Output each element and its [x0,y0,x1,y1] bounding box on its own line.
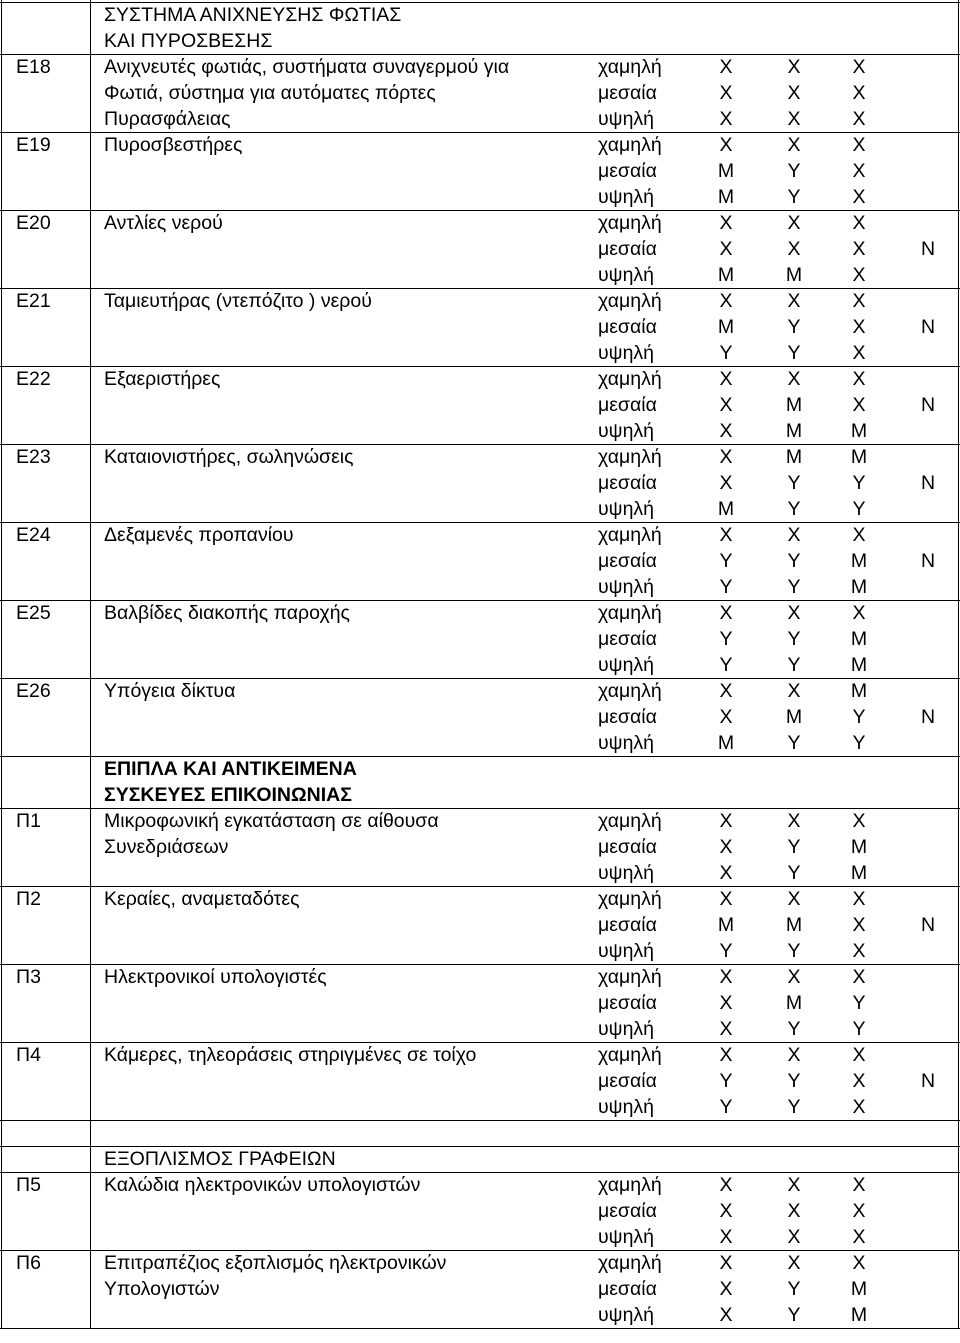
rating-cell-1: M [717,498,735,520]
section-heading: ΣΥΣΚΕΥΕΣ ΕΠΙΚΟΙΝΩΝΙΑΣ [104,784,352,806]
rating-cell-2: Y [787,940,801,962]
rating-cell-2: Y [787,836,801,858]
rating-cell-3: M [850,576,868,598]
rating-cell-3: X [852,108,866,130]
rating-cell-2: X [787,134,801,156]
rating-cell-1: X [719,446,733,468]
rating-cell-3: X [852,1070,866,1092]
level-label: υψηλή [598,1018,655,1040]
rating-cell-3: M [850,862,868,884]
rating-cell-3: M [850,628,868,650]
rating-cell-1: X [719,238,733,260]
item-description: Εξαεριστήρες [104,368,221,390]
rating-cell-3: X [852,1226,866,1248]
rating-cell-2: X [787,1226,801,1248]
level-label: χαμηλή [598,1174,662,1196]
rating-cell-2: Y [787,732,801,754]
item-code: Ε20 [16,212,51,234]
level-label: χαμηλή [598,810,662,832]
item-description: Δεξαμενές προπανίου [104,524,294,546]
level-label: υψηλή [598,1304,655,1326]
rating-flag: N [920,1070,936,1092]
rating-cell-2: M [785,992,803,1014]
level-label: υψηλή [598,342,655,364]
item-description: Ανιχνευτές φωτιάς, συστήματα συναγερμού για [104,56,510,78]
rating-cell-1: X [719,1252,733,1274]
rating-cell-2: X [787,1252,801,1274]
rating-cell-1: X [719,290,733,312]
rating-cell-1: M [717,160,735,182]
item-code: Ε25 [16,602,51,624]
rating-cell-3: M [850,680,868,702]
rating-cell-3: X [852,160,866,182]
section-heading: ΚΑΙ ΠΥΡΟΣΒΕΣΗΣ [104,30,273,52]
rating-cell-3: Y [852,992,866,1014]
rating-cell-3: M [850,654,868,676]
row-divider [0,1328,960,1329]
rating-cell-2: Y [787,160,801,182]
item-description: Μικροφωνική εγκατάσταση σε αίθουσα [104,810,439,832]
rating-flag: N [920,238,936,260]
item-code: Ε22 [16,368,51,390]
column-divider [90,0,91,1329]
rating-cell-2: X [787,524,801,546]
item-code: Π1 [16,810,41,832]
level-label: μεσαία [598,160,657,182]
rating-cell-1: Y [719,576,733,598]
rating-cell-2: X [787,1200,801,1222]
rating-cell-2: Y [787,498,801,520]
rating-cell-2: Y [787,316,801,338]
rating-flag: N [920,706,936,728]
rating-cell-1: X [719,524,733,546]
rating-cell-1: X [719,1044,733,1066]
rating-flag: N [920,550,936,572]
level-label: χαμηλή [598,368,662,390]
rating-cell-3: X [852,1044,866,1066]
rating-cell-1: M [717,186,735,208]
item-description: Κεραίες, αναμεταδότες [104,888,300,910]
section-heading: ΣΥΣΤΗΜΑ ΑΝΙΧΝΕΥΣΗΣ ΦΩΤΙΑΣ [104,4,402,26]
rating-cell-3: X [852,1096,866,1118]
rating-cell-1: X [719,1200,733,1222]
rating-cell-2: Y [787,1096,801,1118]
rating-cell-2: Y [787,1070,801,1092]
level-label: χαμηλή [598,888,662,910]
rating-cell-1: X [719,108,733,130]
rating-cell-1: X [719,836,733,858]
level-label: μεσαία [598,1200,657,1222]
rating-cell-3: M [850,420,868,442]
rating-cell-2: Y [787,1304,801,1326]
rating-cell-3: X [852,940,866,962]
level-label: μεσαία [598,1278,657,1300]
rating-cell-3: Y [852,472,866,494]
rating-cell-1: Y [719,654,733,676]
rating-cell-1: M [717,264,735,286]
rating-cell-1: X [719,992,733,1014]
section-heading: ΕΠΙΠΛΑ ΚΑΙ ΑΝΤΙΚΕΙΜΕΝΑ [104,758,357,780]
rating-cell-1: X [719,1278,733,1300]
rating-cell-1: X [719,420,733,442]
row-divider [0,1120,960,1121]
level-label: μεσαία [598,550,657,572]
level-label: χαμηλή [598,212,662,234]
rating-cell-2: X [787,1174,801,1196]
item-code: Ε23 [16,446,51,468]
rating-cell-3: X [852,524,866,546]
rating-cell-3: X [852,1200,866,1222]
column-divider [958,0,959,1329]
rating-cell-2: X [787,108,801,130]
rating-cell-3: X [852,212,866,234]
rating-cell-1: X [719,602,733,624]
rating-cell-1: X [719,706,733,728]
level-label: χαμηλή [598,602,662,624]
rating-flag: N [920,394,936,416]
rating-cell-3: X [852,368,866,390]
level-label: υψηλή [598,264,655,286]
level-label: υψηλή [598,654,655,676]
level-label: μεσαία [598,472,657,494]
rating-cell-2: X [787,290,801,312]
level-label: χαμηλή [598,680,662,702]
rating-cell-3: X [852,238,866,260]
level-label: χαμηλή [598,290,662,312]
item-code: Π6 [16,1252,41,1274]
rating-cell-3: Y [852,1018,866,1040]
item-code: Ε24 [16,524,51,546]
item-code: Π2 [16,888,41,910]
item-description: Υπολογιστών [104,1278,220,1300]
rating-cell-2: M [785,264,803,286]
level-label: χαμηλή [598,966,662,988]
rating-cell-2: X [787,810,801,832]
rating-cell-1: X [719,680,733,702]
item-code: Ε18 [16,56,51,78]
rating-cell-3: X [852,1174,866,1196]
rating-cell-2: M [785,394,803,416]
level-label: υψηλή [598,186,655,208]
rating-cell-3: X [852,888,866,910]
item-code: Π5 [16,1174,41,1196]
rating-cell-3: M [850,446,868,468]
item-description: Βαλβίδες διακοπής παροχής [104,602,350,624]
rating-cell-2: Y [787,862,801,884]
rating-cell-2: Y [787,550,801,572]
level-label: μεσαία [598,394,657,416]
rating-cell-3: X [852,914,866,936]
rating-cell-3: X [852,394,866,416]
rating-cell-2: Y [787,628,801,650]
rating-cell-2: X [787,212,801,234]
rating-cell-1: X [719,472,733,494]
item-description: Κάμερες, τηλεοράσεις στηριγμένες σε τοίχο [104,1044,477,1066]
item-description: Επιτραπέζιος εξοπλισμός ηλεκτρονικών [104,1252,447,1274]
level-label: υψηλή [598,576,655,598]
level-label: υψηλή [598,498,655,520]
rating-cell-3: X [852,1252,866,1274]
rating-cell-2: M [785,446,803,468]
rating-cell-3: M [850,1278,868,1300]
level-label: χαμηλή [598,1044,662,1066]
level-label: υψηλή [598,1226,655,1248]
rating-cell-2: Y [787,1018,801,1040]
rating-cell-1: Y [719,628,733,650]
rating-cell-1: X [719,134,733,156]
item-description: Ηλεκτρονικοί υπολογιστές [104,966,327,988]
rating-cell-3: X [852,290,866,312]
rating-cell-1: X [719,1226,733,1248]
level-label: υψηλή [598,732,655,754]
rating-cell-2: X [787,82,801,104]
rating-cell-1: X [719,212,733,234]
item-description: Καταιονιστήρες, σωληνώσεις [104,446,354,468]
rating-cell-3: X [852,56,866,78]
level-label: υψηλή [598,1096,655,1118]
item-code: Ε21 [16,290,51,312]
level-label: μεσαία [598,706,657,728]
item-description: Υπόγεια δίκτυα [104,680,236,702]
rating-cell-2: M [785,706,803,728]
rating-cell-3: X [852,810,866,832]
level-label: μεσαία [598,82,657,104]
item-description: Ταμιευτήρας (ντεπόζιτο ) νερού [104,290,372,312]
level-label: χαμηλή [598,446,662,468]
level-label: χαμηλή [598,524,662,546]
rating-cell-1: X [719,1304,733,1326]
level-label: μεσαία [598,992,657,1014]
level-label: χαμηλή [598,134,662,156]
level-label: υψηλή [598,108,655,130]
rating-cell-2: Y [787,342,801,364]
item-description: Πυρασφάλειας [104,108,231,130]
rating-cell-1: Y [719,1096,733,1118]
rating-cell-3: X [852,264,866,286]
rating-cell-2: X [787,1044,801,1066]
rating-cell-3: Y [852,498,866,520]
rating-cell-1: M [717,914,735,936]
rating-cell-1: X [719,966,733,988]
rating-cell-2: M [785,420,803,442]
rating-cell-1: X [719,1018,733,1040]
rating-cell-3: M [850,836,868,858]
rating-cell-3: X [852,134,866,156]
rating-cell-1: M [717,732,735,754]
item-code: Π4 [16,1044,41,1066]
section-heading: ΕΞΟΠΛΙΣΜΟΣ ΓΡΑΦΕΙΩΝ [104,1148,336,1170]
rating-cell-3: X [852,186,866,208]
rating-cell-2: X [787,238,801,260]
level-label: υψηλή [598,420,655,442]
rating-cell-2: Y [787,654,801,676]
item-description: Καλώδια ηλεκτρονικών υπολογιστών [104,1174,421,1196]
item-description: Συνεδριάσεων [104,836,229,858]
rating-cell-1: Y [719,550,733,572]
item-description: Πυροσβεστήρες [104,134,243,156]
item-code: Ε26 [16,680,51,702]
level-label: μεσαία [598,836,657,858]
rating-cell-3: X [852,82,866,104]
rating-cell-3: Y [852,706,866,728]
rating-cell-2: X [787,680,801,702]
rating-cell-2: Y [787,186,801,208]
item-code: Π3 [16,966,41,988]
rating-cell-2: X [787,56,801,78]
rating-flag: N [920,316,936,338]
level-label: μεσαία [598,238,657,260]
rating-cell-2: X [787,368,801,390]
level-label: μεσαία [598,628,657,650]
level-label: μεσαία [598,316,657,338]
level-label: χαμηλή [598,1252,662,1274]
item-code: Ε19 [16,134,51,156]
level-label: υψηλή [598,940,655,962]
rating-cell-3: X [852,316,866,338]
rating-cell-2: X [787,966,801,988]
rating-cell-3: X [852,966,866,988]
rating-flag: N [920,472,936,494]
rating-cell-3: Y [852,732,866,754]
rating-cell-1: X [719,56,733,78]
rating-cell-1: X [719,82,733,104]
rating-cell-1: X [719,394,733,416]
rating-cell-1: X [719,888,733,910]
rating-cell-3: X [852,342,866,364]
rating-cell-1: Y [719,940,733,962]
rating-flag: N [920,914,936,936]
item-description: Αντλίες νερού [104,212,223,234]
rating-cell-1: Y [719,342,733,364]
rating-cell-1: X [719,1174,733,1196]
level-label: μεσαία [598,1070,657,1092]
level-label: υψηλή [598,862,655,884]
rating-cell-2: Y [787,1278,801,1300]
level-label: μεσαία [598,914,657,936]
rating-cell-1: X [719,368,733,390]
rating-cell-1: Y [719,1070,733,1092]
column-divider [1,0,2,1329]
rating-cell-1: M [717,316,735,338]
rating-cell-2: Y [787,472,801,494]
rating-cell-3: M [850,1304,868,1326]
rating-cell-3: M [850,550,868,572]
rating-cell-2: Y [787,576,801,598]
rating-cell-1: X [719,810,733,832]
rating-cell-1: X [719,862,733,884]
rating-cell-2: X [787,888,801,910]
rating-cell-2: X [787,602,801,624]
item-description: Φωτιά, σύστημα για αυτόματες πόρτες [104,82,436,104]
level-label: χαμηλή [598,56,662,78]
rating-cell-3: X [852,602,866,624]
rating-cell-2: M [785,914,803,936]
